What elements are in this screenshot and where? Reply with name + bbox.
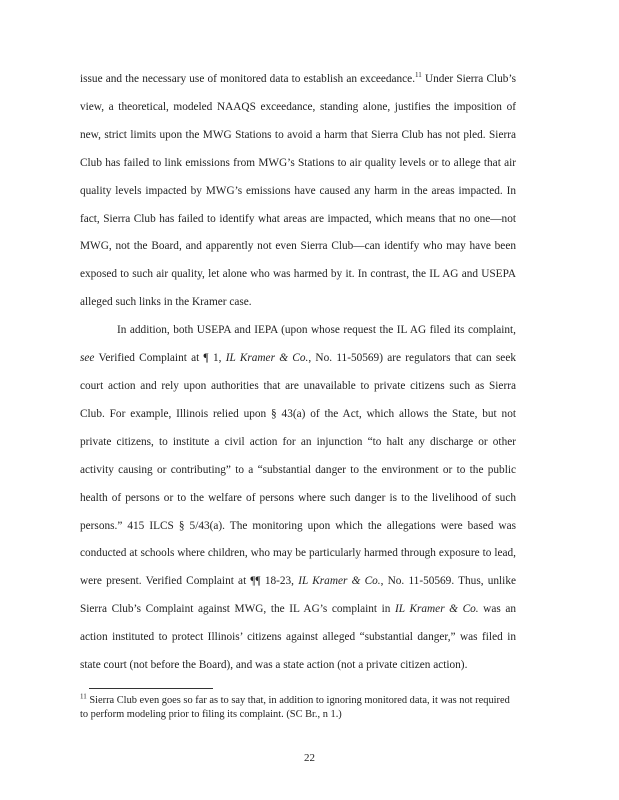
paragraph-text: Under Sierra Club’s view, a theoretical, modeled NAAQS exceedance, standing alone, justifies the imposition of new, strict limits upon the MWG Stations to avoid a harm that Sierra Club has not pled. Sierra Club has failed to link emissions from MWG’s Stations to air quality levels or to allege that air quality levels impacted by MWG’s emissions have caused any harm in the areas impacted. In fact, Sierra Club has failed to identify what areas are impacted, which means that no one—not MWG, not the Board, and apparently not even Sierra Club—can identify who may have been exposed to such air quality, let alone who was harmed by it. In contrast, the IL AG and USEPA alleged such links in the Kramer case. — [80, 73, 516, 309]
footnote-number: 11 — [80, 692, 87, 701]
case-name: IL Kramer & Co. — [298, 575, 381, 588]
footnote-text: Sierra Club even goes so far as to say that, in addition to ignoring monitored data, it was not required to perform modeling prior to filing its complaint. (SC Br., n 1.) — [80, 695, 510, 720]
paragraph — [80, 317, 516, 680]
paragraph — [80, 66, 516, 317]
body-text — [80, 66, 516, 680]
paragraph-text: was an action instituted to protect Illinois’ citizens against alleged “substantial danger,” was filed in state court (not before the Board), and was a state action (not a private citizen action). — [80, 603, 516, 672]
case-name: IL Kramer & Co. — [395, 603, 479, 616]
page-number: 22 — [304, 752, 315, 764]
paragraph-text: Verified Complaint at ¶ 1, — [94, 352, 226, 365]
paragraph-text: , No. 11-50569) are regulators that can seek court action and rely upon authorities that are unavailable to private citizens such as Sierra Club. For example, Illinois relied upon § 43(a) of the Act, which allows the State, but not private citizens, to institute a civil action for an injunction “to halt any discharge or other activity causing or contributing” to a “substantial danger to the environment or to the public health of persons or to the welfare of persons where such danger is to the livelihood of such persons.” 415 ILCS § 5/43(a). The monitoring upon which the allegations were based was conducted at schools where children, who may be particularly harmed through exposure to lead, were present. Verified Complaint at ¶¶ 18-23, — [80, 352, 516, 588]
citation-signal: see — [80, 352, 95, 365]
footnote-reference: 11 — [415, 71, 422, 80]
footnote-divider — [89, 688, 213, 689]
paragraph-text: In addition, both USEPA and IEPA (upon whose request the IL AG filed its complaint, — [117, 324, 516, 337]
footnote — [80, 694, 516, 722]
paragraph-text: , No. 11-50569. Thus, unlike Sierra Club’s Complaint against MWG, the IL AG’s complaint in — [80, 575, 516, 616]
case-name: IL Kramer & Co. — [225, 352, 309, 365]
paragraph-text: issue and the necessary use of monitored data to establish an exceedance. — [80, 73, 416, 85]
